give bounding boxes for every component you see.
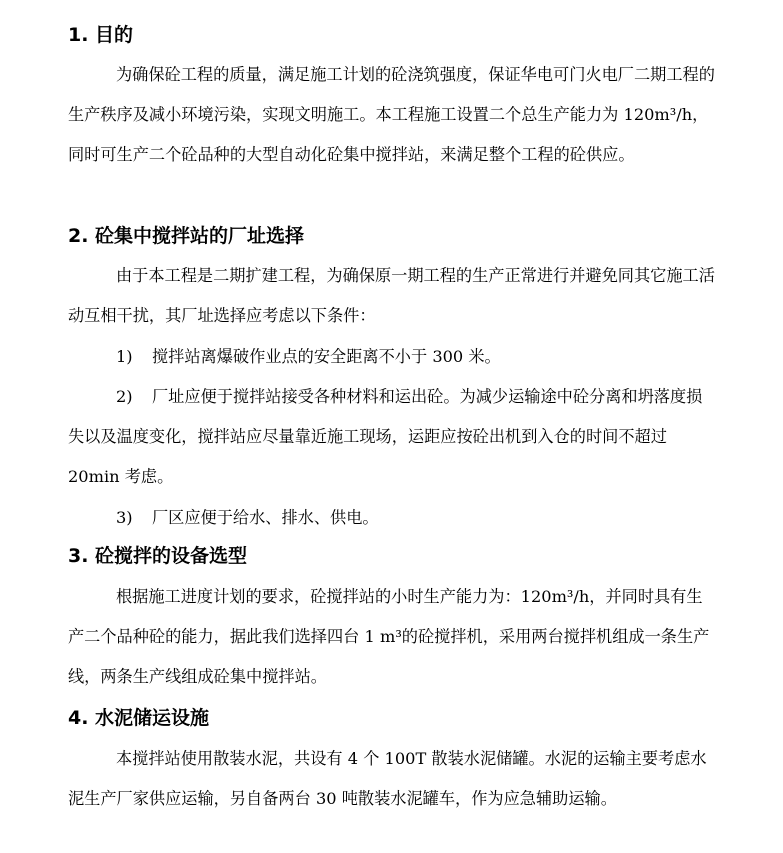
- section-3-paragraph: 根据施工进度计划的要求，砼搅拌站的小时生产能力为：120m³/h，并同时具有生产二个品种砼的能力，据此我们选择四台 1 m³的砼搅拌机，采用两台搅拌机组成一条生产线，两条生产线组成砼集中搅拌站。: [68, 587, 710, 686]
- list-item-number: 2): [116, 387, 133, 406]
- list-item: [68, 498, 718, 538]
- section-4-paragraph: 本搅拌站使用散装水泥，共设有 4 个 100T 散装水泥储罐。水泥的运输主要考虑水泥生产厂家供应运输，另自备两台 30 吨散装水泥罐车，作为应急辅助运输。: [68, 749, 707, 808]
- list-item-text: 搅拌站离爆破作业点的安全距离不小于 300 米。: [152, 347, 501, 366]
- section-2-heading: 2. 砼集中搅拌站的厂址选择: [68, 225, 305, 247]
- list-item: [68, 337, 718, 377]
- section-2-paragraph: 由于本工程是二期扩建工程，为确保原一期工程的生产正常进行并避免同其它施工活动互相干扰，其厂址选择应考虑以下条件：: [68, 266, 715, 325]
- list-item-text: 厂址应便于搅拌站接受各种材料和运出砼。为减少运输途中砼分离和坍落度损失以及温度变化，搅拌站应尽量靠近施工现场，运距应按砼出机到入仓的时间不超过 20min 考虑。: [68, 387, 703, 486]
- section-3-heading: 3. 砼搅拌的设备选型: [68, 545, 248, 567]
- section-1-paragraph: 为确保砼工程的质量，满足施工计划的砼浇筑强度，保证华电可门火电厂二期工程的生产秩序及减小环境污染，实现文明施工。本工程施工设置二个总生产能力为 120m³/h，同时可生产二个砼品种的大型自动化砼集中搅拌站，来满足整个工程的砼供应。: [68, 65, 715, 164]
- list-item: [68, 377, 718, 497]
- section-1-heading: 1. 目的: [68, 24, 134, 46]
- list-item-text: 厂区应便于给水、排水、供电。: [152, 508, 379, 527]
- list-item-number: 3): [116, 508, 133, 527]
- list-item-number: 1): [116, 347, 133, 366]
- section-4-heading: 4. 水泥储运设施: [68, 707, 210, 729]
